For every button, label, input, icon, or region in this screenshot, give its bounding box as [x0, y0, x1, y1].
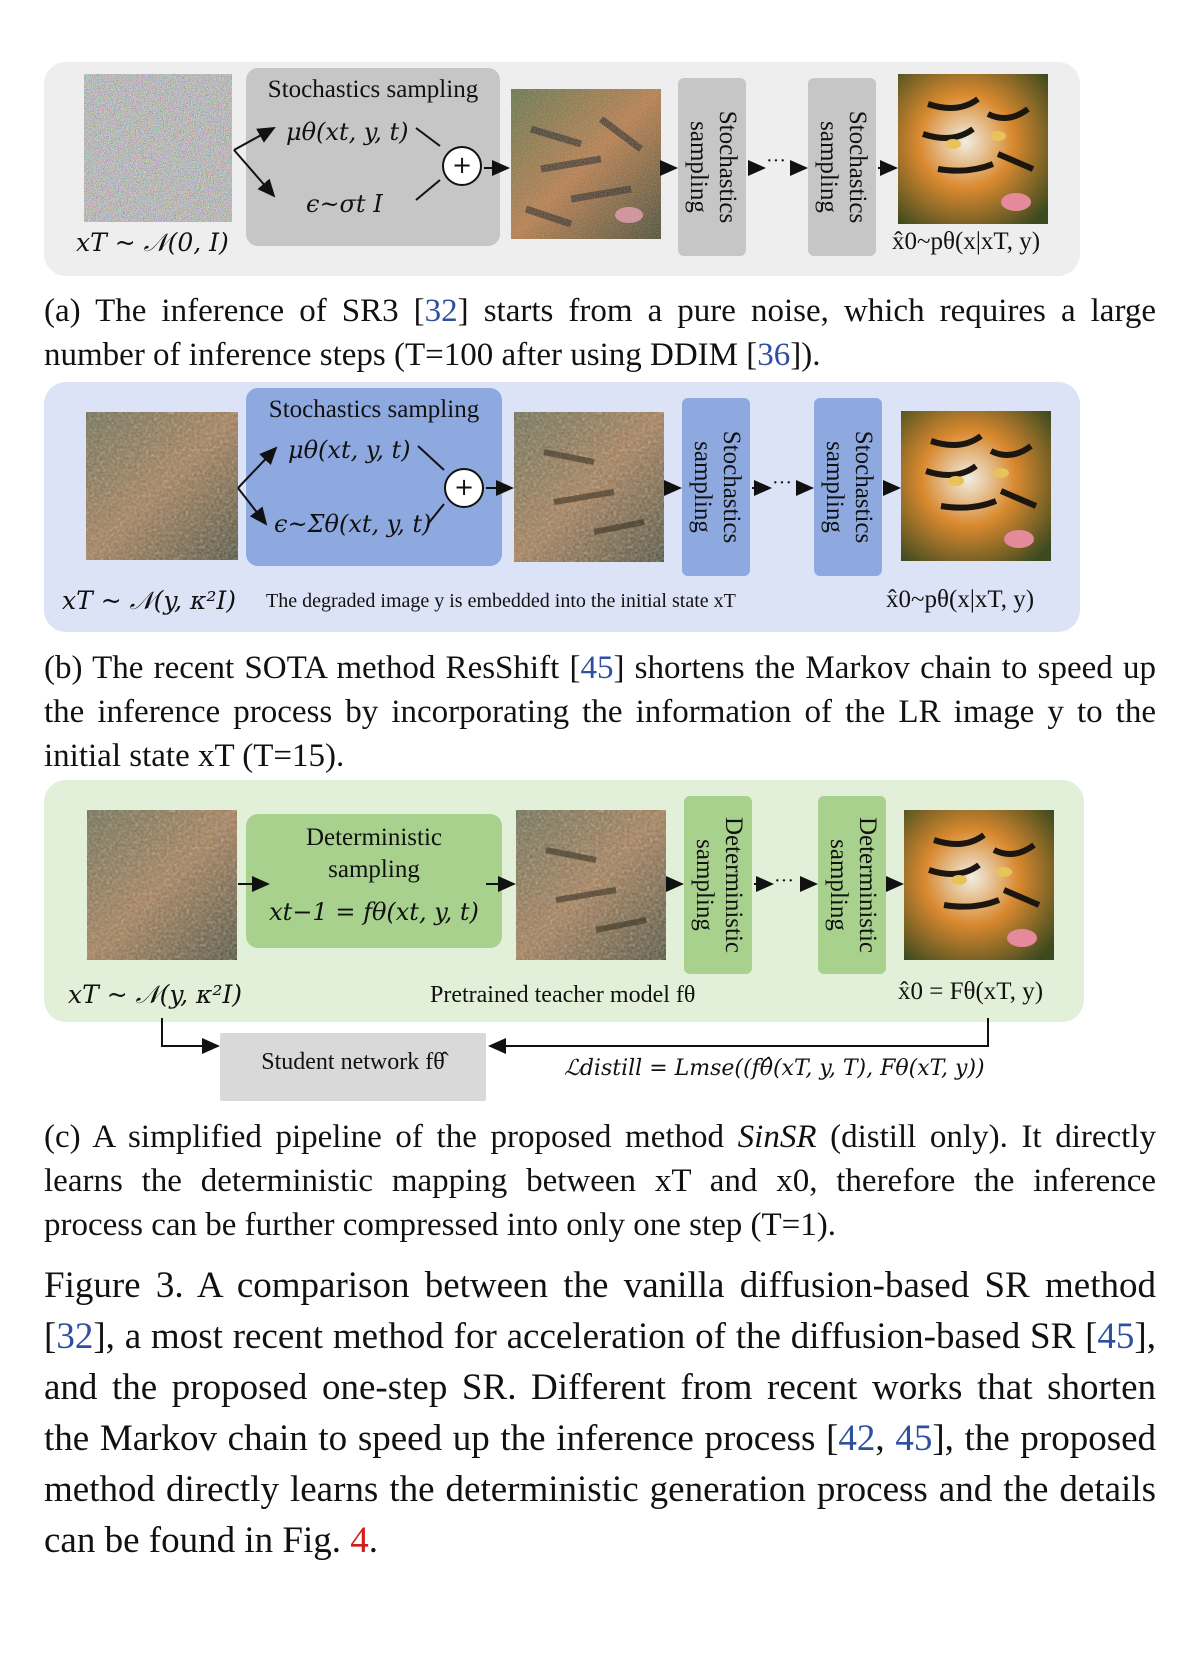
ref-link[interactable]: 45: [1097, 1316, 1135, 1357]
box-line1: Deterministic: [305, 824, 443, 851]
distill-loss: ℒdistill = Lmse((fθ̂(xT, y, T), Fθ(xT, y)): [564, 1056, 985, 1081]
ellipsis: ···: [766, 150, 786, 172]
xT-label: xT ~ 𝒩(y, κ²I): [62, 586, 237, 615]
degraded-note: The degraded image y is embedded into the initial state xT: [266, 590, 736, 612]
xT-label: xT ~ 𝒩(0, I): [76, 228, 229, 257]
box-line2: sampling: [328, 856, 420, 883]
mu-formula: μθ(xt, y, t): [286, 118, 409, 146]
plus-node: +: [442, 146, 482, 186]
method-name: SinSR: [737, 1119, 817, 1155]
step-label: Stochastics sampling: [815, 110, 871, 224]
caption-c: (c) A simplified pipeline of the proposed method SinSR (distill only). It directly learns the deterministic mapping between xT and x0, therefore the inference process can be further compressed into only one step (T=1).: [44, 1119, 1157, 1243]
student-label: Student network fθ̂: [261, 1049, 445, 1075]
eps-formula: ϵ~σt I: [306, 190, 383, 218]
mu-formula: μθ(xt, y, t): [288, 436, 411, 464]
teacher-label: Pretrained teacher model fθ: [430, 982, 696, 1008]
step-label: Deterministic sampling: [825, 816, 881, 954]
ref-link[interactable]: 45: [895, 1418, 933, 1459]
caption-a: (a) The inference of SR3 [32] starts from a pure noise, which requires a large number of inference steps (T=100 after using DDIM [36]).: [44, 293, 1156, 373]
output-label: x̂0 = Fθ(xT, y): [898, 978, 1044, 1005]
eps-formula: ϵ~Σθ(xt, y, t): [274, 510, 432, 538]
plus-node: +: [444, 468, 484, 508]
output-label: x̂0~pθ(x|xT, y): [892, 228, 1041, 255]
ref-link[interactable]: 45: [580, 650, 614, 686]
output-label: x̂0~pθ(x|xT, y): [886, 586, 1035, 613]
step-label: Stochastics sampling: [685, 110, 741, 224]
figure-caption: Figure 3. A comparison between the vanilla diffusion-based SR method [32], a most recent method for acceleration of the diffusion-based SR [45], and the proposed one-step SR. Different from recent works that shorten the Markov chain to speed up the inference process [42, 45], the proposed method directly learns the deterministic generation process and the details can be found in Fig. 4.: [44, 1265, 1157, 1561]
sampling-title: Stochastics sampling: [267, 76, 479, 103]
ref-link[interactable]: 36: [757, 337, 791, 373]
sampling-title: Stochastics sampling: [268, 396, 480, 423]
figure-link[interactable]: 4: [350, 1520, 369, 1561]
ref-link[interactable]: 32: [56, 1316, 94, 1357]
xT-label: xT ~ 𝒩(y, κ²I): [68, 980, 243, 1009]
step-label: Deterministic sampling: [691, 816, 747, 954]
step-label: Stochastics sampling: [821, 430, 877, 544]
ref-link[interactable]: 42: [838, 1418, 876, 1459]
ellipsis: ···: [772, 472, 792, 494]
caption-b: (b) The recent SOTA method ResShift [45] shortens the Markov chain to speed up the inference process by incorporating the information of the LR image y to the initial state xT (T=15).: [44, 650, 1156, 774]
step-label: Stochastics sampling: [689, 430, 745, 544]
box-formula: xt−1 = fθ(xt, y, t): [269, 898, 479, 926]
ellipsis: ···: [774, 870, 794, 892]
ref-link[interactable]: 32: [424, 293, 458, 329]
